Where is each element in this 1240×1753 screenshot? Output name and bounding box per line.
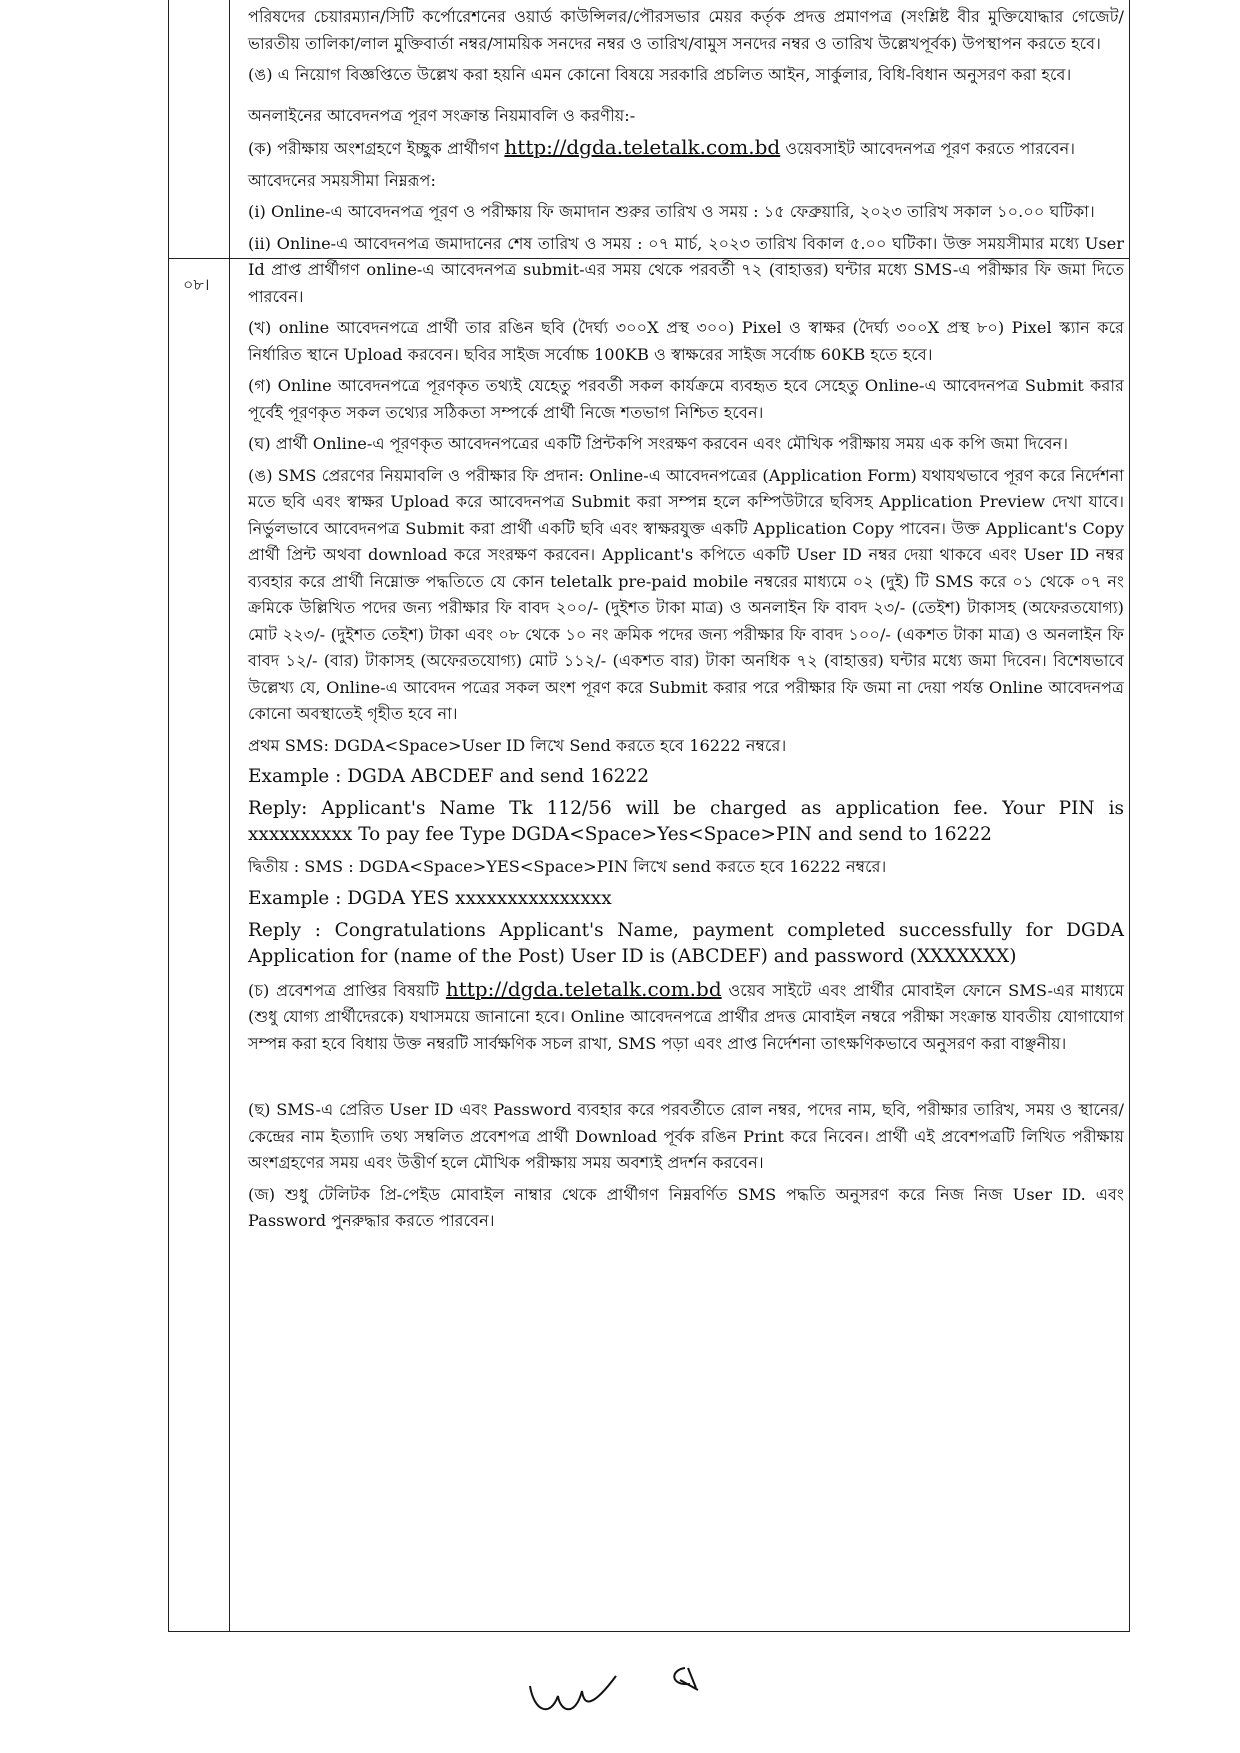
admit-card-website-link[interactable]: http://dgda.teletalk.com.bd <box>445 976 722 1001</box>
example-2: Example : DGDA YES xxxxxxxxxxxxxxx <box>248 887 612 909</box>
clause-cha <box>248 976 1124 1058</box>
serial-number: ০৮। <box>183 275 210 294</box>
clause-kha: (খ) online আবেদনপত্রে প্রার্থী তার রঙিন ছবি (দৈর্ঘ্য ৩০০X প্রস্থ ৩০০) Pixel ও স্বাক্ষর (দৈর্ঘ্য ৩০০X প্রস্থ ৮০) Pixel স্ক্যান করে নির্ধারিত স্থানে Upload করবেন। ছবির সাইজ সর্বোচ্চ 100KB ও স্বাক্ষরের সাইজ সর্বোচ্চ 60KB হতে হবে। <box>248 318 1124 364</box>
handwritten-initials <box>520 1656 720 1726</box>
clause-cha-prefix: (চ) প্রবেশপত্র প্রাপ্তির বিষয়টি <box>248 980 440 1000</box>
first-sms: প্রথম SMS: DGDA<Space>User ID লিখে Send করতে হবে 16222 নম্বরে। <box>248 735 787 755</box>
table-content <box>248 4 1124 1240</box>
clause-chha: (ছ) SMS-এ প্রেরিত User ID এবং Password ব্যবহার করে পরবর্তীতে রোল নম্বর, পদের নাম, ছবি, পরীক্ষার তারিখ, সময় ও স্থানের/কেন্দ্রের নাম ইত্যাদি তথ্য সম্বলিত প্রবেশপত্র প্রার্থী Download পূর্বক রঙিন Print করে নিবেন। প্রার্থী এই প্রবেশপত্রটি লিখিত পরীক্ষায় অংশগ্রহণের সময় এবং উত্তীর্ণ হলে মৌখিক পরীক্ষায় সময় অবশ্যই প্রদর্শন করবেন। <box>248 1100 1124 1172</box>
timeline-start: (i) Online-এ আবেদনপত্র পূরণ ও পরীক্ষায় ফি জমাদান শুরুর তারিখ ও সময় : ১৫ ফেব্রুয়ারি, ২০২৩ তারিখ সকাল ১০.০০ ঘটিকা। <box>248 202 1095 221</box>
clause-gha: (ঘ) প্রার্থী Online-এ পূরণকৃত আবেদনপত্রের একটি প্রিন্টকপি সংরক্ষণ করবেন এবং মৌখিক পরীক্ষায় সময় এক কপি জমা দিবেন। <box>248 434 1069 453</box>
example-1: Example : DGDA ABCDEF and send 16222 <box>248 766 650 787</box>
clause-ka <box>248 134 1124 163</box>
timeline-end: (ii) Online-এ আবেদনপত্র জমাদানের শেষ তারিখ ও সময় : ০৭ মার্চ, ২০২৩ তারিখ বিকাল ৫.০০ ঘটিকা। উক্ত সময়সীমার মধ্যে User Id প্রাপ্ত প্রার্থীগণ online-এ আবেদনপত্র submit-এর সময় থেকে পরবর্তী ৭২ (বাহাত্তর) ঘন্টার মধ্যে SMS-এ পরীক্ষার ফি জমা দিতে পারবেন। <box>248 233 1124 306</box>
clause-ja: (জ) শুধু টেলিটক প্রি-পেইড মোবাইল নাম্বার থেকে প্রার্থীগণ নিম্নবর্ণিত SMS পদ্ধতি অনুসরণ করে নিজ নিজ User ID. এবং Password পুনরুদ্ধার করতে পারবেন। <box>248 1184 1124 1230</box>
clause-ka-suffix: ওয়েবসাইট আবেদনপত্র পূরণ করতে পারবেন। <box>785 139 1076 158</box>
timeline-heading: আবেদনের সময়সীমা নিম্নরূপ: <box>248 170 436 190</box>
clause-cha-suffix: ওয়েব সাইটে এবং প্রার্থীর মোবাইল ফোনে SMS-এর মাধ্যমে (শুধু যোগ্য প্রার্থীদেরকে) যথাসময়ে জানানো হবে। Online আবেদনপত্রে প্রার্থীর প্রদত্ত মোবাইল নম্বরে পরীক্ষা সংক্রান্ত যাবতীয় যোগাযোগ সম্পন্ন করা হবে বিধায় উক্ত নম্বরটি সার্বক্ষণিক সচল রাখা, SMS পড়া এবং প্রাপ্ত নির্দেশনা তাৎক্ষণিকভাবে অনুসরণ করা বাঞ্ছনীয়। <box>248 980 1124 1053</box>
reply-2: Reply : Congratulations Applicant's Name, payment completed successfully for DGDA Application for (name of the Post) User ID is (ABCDEF) and password (XXXXXXX) <box>248 919 1124 967</box>
reply-1: Reply: Applicant's Name Tk 112/56 will be charged as application fee. Your PIN is xxxxxxxxxx To pay fee Type DGDA<Space>Yes<Space>PIN and send to 16222 <box>248 798 1124 845</box>
prev-row-text: পরিষদের চেয়ারম্যান/সিটি কর্পোরেশনের ওয়ার্ড কাউন্সিলর/পৌরসভার মেয়র কর্তৃক প্রদত্ত প্রমাণপত্র (সংশ্লিষ্ট বীর মুক্তিযোদ্ধার গেজেট/ভারতীয় তালিকা/লাল মুক্তিবার্তা নম্বর/সাময়িক সনদের নম্বর ও তারিখ/বামুস সনদের নম্বর ও তারিখ উল্লেখপূর্বক) উপস্থাপন করতে হবে। <box>248 7 1124 53</box>
column-divider <box>229 0 230 1631</box>
clause-ng-prev: (ঙ) এ নিয়োগ বিজ্ঞপ্তিতে উল্লেখ করা হয়নি এমন কোনো বিষয়ে সরকারি প্রচলিত আইন, সার্কুলার, বিধি-বিধান অনুসরণ করা হবে। <box>248 65 1072 84</box>
dgda-website-link[interactable]: http://dgda.teletalk.com.bd <box>504 135 781 159</box>
section-heading: অনলাইনের আবেদনপত্র পূরণ সংক্রান্ত নিয়মাবলি ও করণীয়:- <box>248 105 636 125</box>
clause-ga: (গ) Online আবেদনপত্রে পূরণকৃত তথ্যই যেহেতু পরবর্তী সকল কার্যক্রমে ব্যবহৃত হবে সেহেতু Online-এ আবেদনপত্র Submit করার পূর্বেই পূরণকৃত সকল তথ্যের সঠিকতা সম্পর্কে প্রার্থী নিজে শতভাগ নিশ্চিত হবেন। <box>248 376 1124 422</box>
clause-uma-sms-fee: (ঙ) SMS প্রেরণের নিয়মাবলি ও পরীক্ষার ফি প্রদান: Online-এ আবেদনপত্রের (Application Form) যথাযথভাবে পূরণ করে নির্দেশনা মতে ছবি এবং স্বাক্ষর Upload করে আবেদনপত্র Submit করা সম্পন্ন হলে কম্পিউটারে ছবিসহ Application Preview দেখা যাবে। নির্ভুলভাবে আবেদনপত্র Submit করা প্রার্থী একটি ছবি এবং স্বাক্ষরযুক্ত একটি Application Copy পাবেন। উক্ত Applicant's Copy প্রার্থী প্রিন্ট অথবা download করে সংরক্ষণ করবেন। Applicant's কপিতে একটি User ID নম্বর দেয়া থাকবে এবং User ID নম্বর ব্যবহার করে প্রার্থী নিম্নোক্ত পদ্ধতিতে যে কোন teletalk pre-paid mobile নম্বরের মাধ্যমে ০২ (দুই) টি SMS করে ০১ থেকে ০৭ নং ক্রমিকে উল্লিখিত পদের জন্য পরীক্ষার ফি বাবদ ২০০/- (দুইশত টাকা মাত্র) ও অনলাইন ফি বাবদ ২৩/- (তেইশ) টাকাসহ (অফেরতযোগ্য) মোট ২২৩/- (দুইশত তেইশ) টাকা এবং ০৮ থেকে ১০ নং ক্রমিক পদের জন্য পরীক্ষার ফি বাবদ ১০০/- (একশত টাকা মাত্র) ও অনলাইন ফি বাবদ ১২/- (বার) টাকাসহ (অফেরতযোগ্য) মোট ১১২/- (একশত বার) টাকা অনধিক ৭২ (বাহাত্তর) ঘন্টার মধ্যে জমা দিবেন। বিশেষভাবে উল্লেখ্য যে, Online-এ আবেদন পত্রের সকল অংশ পূরণ করে Submit করার পরে পরীক্ষার ফি জমা না দেয়া পর্যন্ত Online আবেদনপত্র কোনো অবস্থাতেই গৃহীত হবে না। <box>248 465 1124 723</box>
second-sms: দ্বিতীয় : SMS : DGDA<Space>YES<Space>PIN লিখে send করতে হবে 16222 নম্বরে। <box>248 857 887 876</box>
clause-ka-prefix: (ক) পরীক্ষায় অংশগ্রহণে ইচ্ছুক প্রার্থীগণ <box>248 139 500 158</box>
